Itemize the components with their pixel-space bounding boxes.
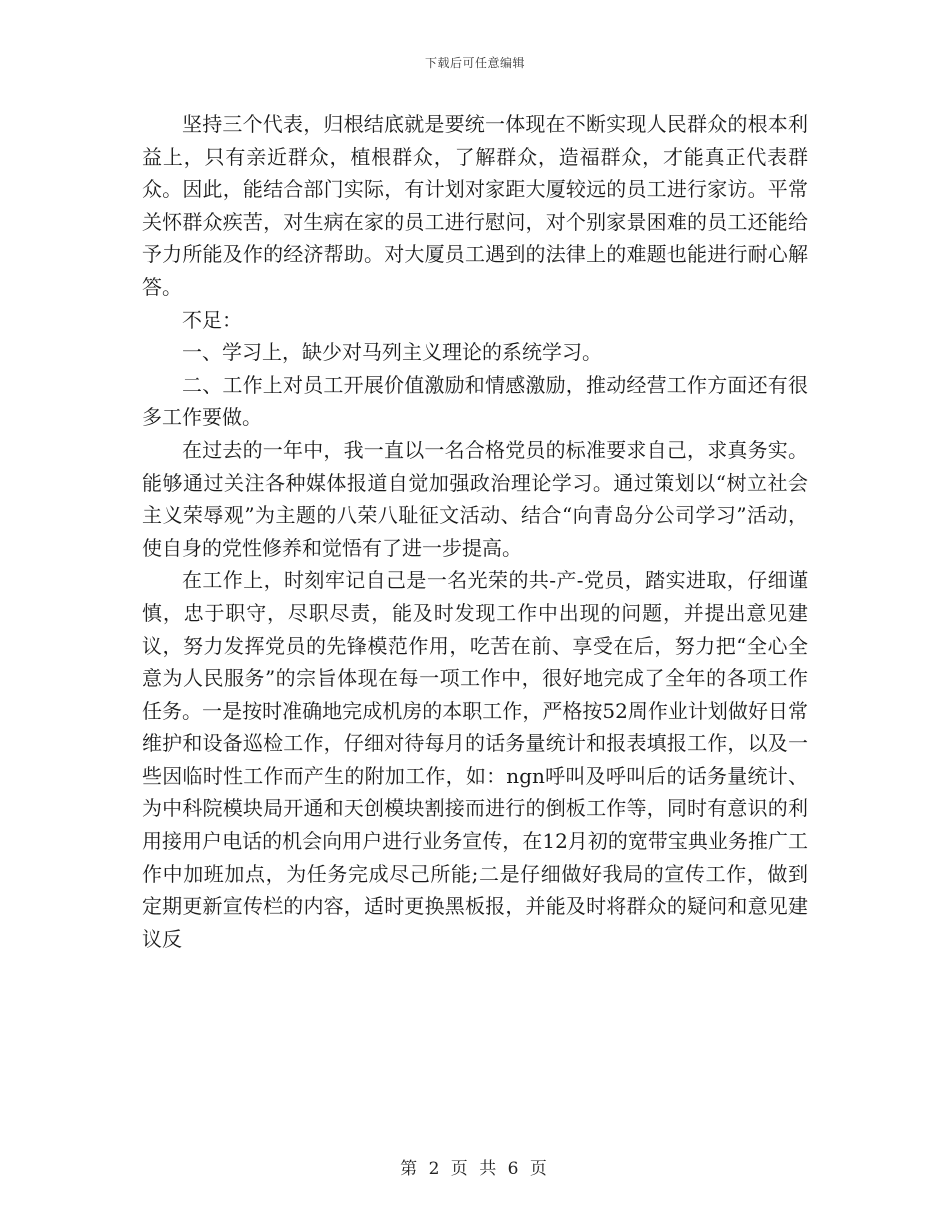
paragraph: 二、工作上对员工开展价值激励和情感激励，推动经营工作方面还有很多工作要做。 <box>142 372 808 430</box>
paragraph: 一、学习上，缺少对马列主义理论的系统学习。 <box>182 340 602 365</box>
paragraph: 坚持三个代表，归根结底就是要统一体现在不断实现人民群众的根本利益上，只有亲近群众，植根群众，了解群众，造福群众，才能真正代表群众。因此，能结合部门实际，有计划对家距大厦较远的员工进行家访。平常关怀群众疾苦，对生病在家的员工进行慰问，对个别家景困难的员工还能给予力所能及作的经济帮助。对大厦员工遇到的法律上的难题也能进行耐心解答。 <box>142 112 808 299</box>
paragraph: 在过去的一年中，我一直以一名合格党员的标准要求自己，求真务实。能够通过关注各种媒体报道自觉加强政治理论学习。通过策划以“树立社会主义荣辱观”为主题的八荣八耻征文活动、结合“向青岛分公司学习”活动，使自身的党性修养和觉悟有了进一步提高。 <box>142 437 808 560</box>
paragraph: 在工作上，时刻牢记自己是一名光荣的共-产-党员，踏实进取，仔细谨慎，忠于职守，尽职尽责，能及时发现工作中出现的问题，并提出意见建议，努力发挥党员的先锋模范作用，吃苦在前、享受在后，努力把“全心全意为人民服务”的宗旨体现在每一项工作中，很好地完成了全年的各项工作任务。一是按时准确地完成机房的本职工作，严格按52周作业计划做好日常维护和设备巡检工作，仔细对待每月的话务量统计和报表填报工作，以及一些因临时性工作而产生的附加工作，如：ngn呼叫及呼叫后的话务量统计、为中科院模块局开通和天创模块割接而进行的倒板工作等，同时有意识的利用接用户电话的机会向用户进行业务宣传，在12月初的宽带宝典业务推广工作中加班加点，为任务完成尽己所能;二是仔细做好我局的宣传工作，做到定期更新宣传栏的内容，适时更换黑板报，并能及时将群众的疑问和意见建议反 <box>142 568 808 951</box>
page-footer: 第 2 页 共 6 页 <box>400 1159 550 1179</box>
page-header: 下载后可任意编辑 <box>424 56 525 70</box>
document-body <box>142 108 808 955</box>
paragraph: 不足： <box>182 307 242 332</box>
